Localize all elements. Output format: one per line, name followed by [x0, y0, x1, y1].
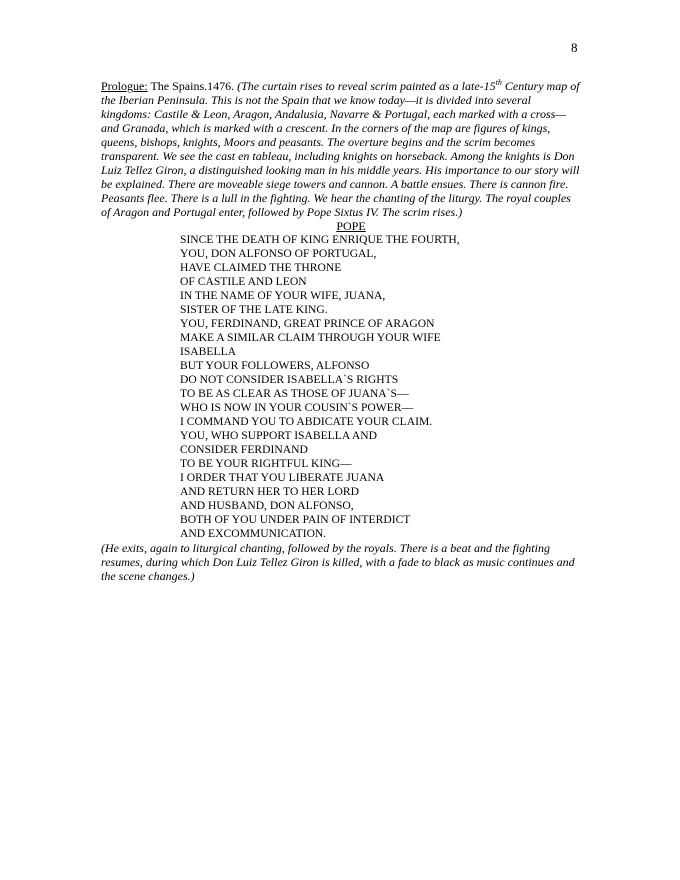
- prologue-label: Prologue:: [101, 79, 148, 93]
- dialogue-line: I ORDER THAT YOU LIBERATE JUANA: [180, 471, 385, 484]
- stage-direction-opening: [101, 79, 580, 219]
- pope-dialogue: [180, 233, 581, 541]
- stage-direction-closing: (He exits, again to liturgical chanting, followed by the royals. There is a beat and the fighting resumes, during which Don Luiz Tellez Giron is killed, with a fade to black as music continues and the scene changes.): [101, 541, 575, 583]
- stage-direction-part-2: Century map of the Iberian Peninsula. This is not the Spain that we know today—it is divided into several kingdoms: Castile & Leon, Aragon, Andalusia, Navarre & Portugal, each marked with a cross—and Granada, which is marked with a crescent. In the corners of the map are figures of kings, queens, bishops, knights, Moors and peasants. The overture begins and the scrim becomes transparent. We see the cast en tableau, including knights on horseback. Among the knights is Don Luiz Tellez Giron, a distinguished looking man in his middle years. His importance to our story will be explained. There are moveable siege towers and cannon. A battle ensues. There is cannon fire. Peasants flee. There is a lull in the fighting. We hear the chanting of the liturgy. The royal couples of Aragon and Portugal enter, followed by Pope Sixtus IV. The scrim rises.): [101, 79, 580, 219]
- dialogue-line: AND HUSBAND, DON ALFONSO,: [180, 499, 354, 512]
- dialogue-line: TO BE AS CLEAR AS THOSE OF JUANA`S—: [180, 387, 409, 400]
- dialogue-line: MAKE A SIMILAR CLAIM THROUGH YOUR WIFE: [180, 331, 441, 344]
- dialogue-line: CONSIDER FERDINAND: [180, 443, 308, 456]
- superscript-th: th: [495, 78, 502, 87]
- dialogue-line: YOU, WHO SUPPORT ISABELLA AND: [180, 429, 377, 442]
- dialogue-line: ISABELLA: [180, 345, 237, 358]
- dialogue-line: BOTH OF YOU UNDER PAIN OF INTERDICT: [180, 513, 411, 526]
- prologue-paragraph: [101, 79, 581, 219]
- dialogue-line: IN THE NAME OF YOUR WIFE, JUANA,: [180, 289, 386, 302]
- stage-direction-part-1: (The curtain rises to reveal scrim painted as a late-15: [237, 79, 496, 93]
- dialogue-line: AND EXCOMMUNICATION.: [180, 527, 327, 540]
- dialogue-line: OF CASTILE AND LEON: [180, 275, 307, 288]
- dialogue-line: TO BE YOUR RIGHTFUL KING—: [180, 457, 352, 470]
- dialogue-line: DO NOT CONSIDER ISABELLA`S RIGHTS: [180, 373, 399, 386]
- dialogue-line: SINCE THE DEATH OF KING ENRIQUE THE FOURTH,: [180, 233, 460, 246]
- dialogue-line: SISTER OF THE LATE KING.: [180, 303, 328, 316]
- dialogue-line: AND RETURN HER TO HER LORD: [180, 485, 359, 498]
- dialogue-line: BUT YOUR FOLLOWERS, ALFONSO: [180, 359, 370, 372]
- dialogue-line: YOU, FERDINAND, GREAT PRINCE OF ARAGON: [180, 317, 435, 330]
- dialogue-line: YOU, DON ALFONSO OF PORTUGAL,: [180, 247, 377, 260]
- prologue-setting: The Spains.1476.: [147, 79, 238, 93]
- dialogue-line: WHO IS NOW IN YOUR COUSIN`S POWER—: [180, 401, 414, 414]
- dialogue-line: HAVE CLAIMED THE THRONE: [180, 261, 342, 274]
- script-content: [101, 79, 581, 583]
- dialogue-line: I COMMAND YOU TO ABDICATE YOUR CLAIM.: [180, 415, 433, 428]
- page-number: 8: [571, 40, 578, 55]
- speaker-name: POPE: [336, 219, 366, 233]
